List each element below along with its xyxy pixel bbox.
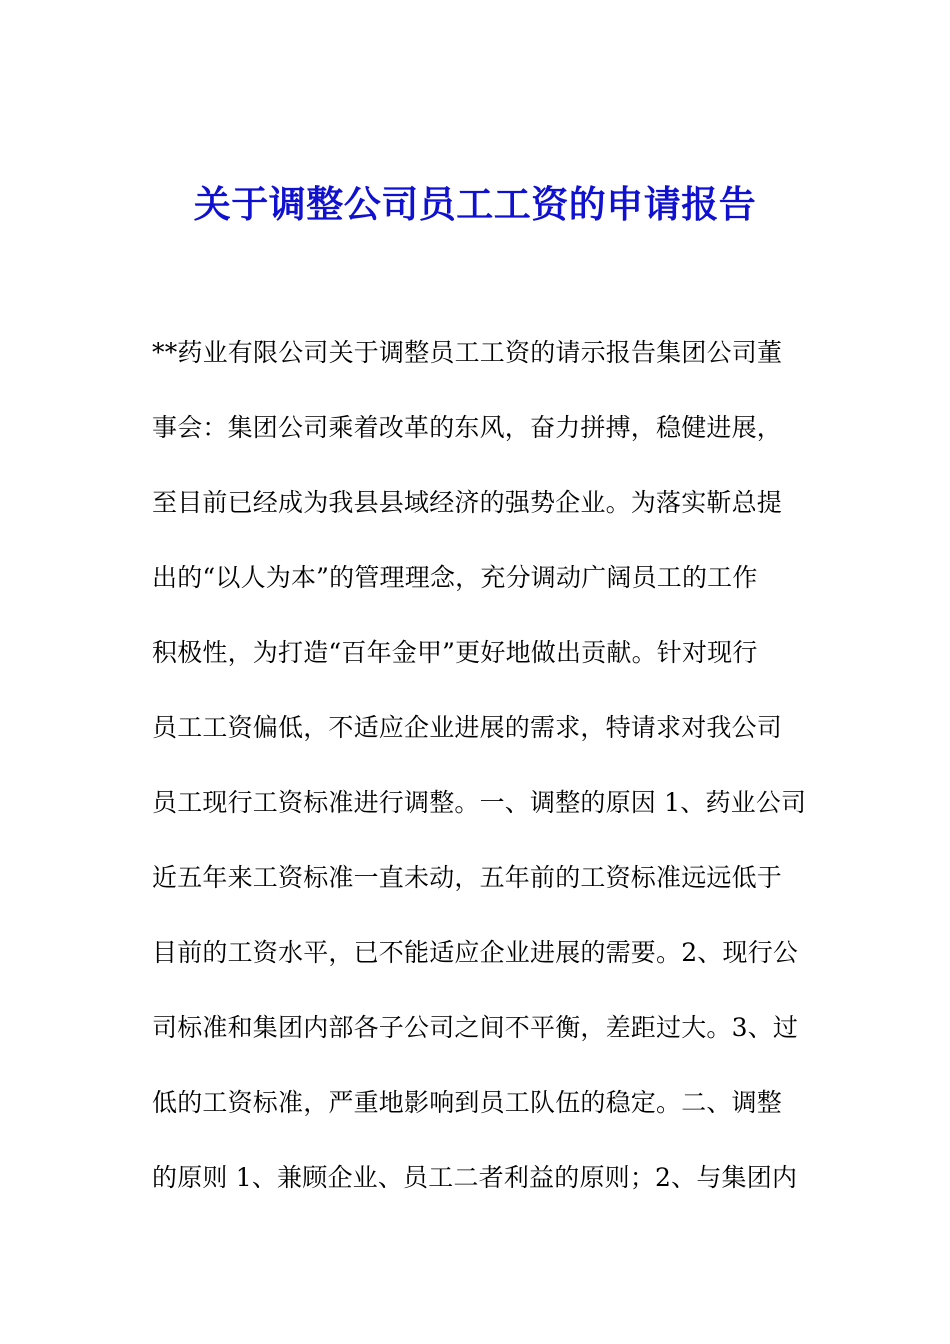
document-body xyxy=(152,328,812,1228)
body-line: 至目前已经成为我县县域经济的强势企业。为落实靳总提 xyxy=(152,488,783,517)
body-line: 目前的工资水平，已不能适应企业进展的需要。2、现行公 xyxy=(152,938,799,967)
body-line: 积极性，为打造“百年金甲”更好地做出贡献。针对现行 xyxy=(152,638,758,667)
body-line: 司标准和集团内部各子公司之间不平衡，差距过大。3、过 xyxy=(152,1013,799,1042)
body-line: 员工工资偏低，不适应企业进展的需求，特请求对我公司 xyxy=(152,713,783,742)
body-line: 员工现行工资标准进行调整。一、调整的原因 1、药业公司 xyxy=(152,788,807,817)
body-line: 的原则 1、兼顾企业、员工二者利益的原则；2、与集团内 xyxy=(152,1163,798,1192)
body-line: 低的工资标准，严重地影响到员工队伍的稳定。二、调整 xyxy=(152,1088,783,1117)
document-title: 关于调整公司员工工资的申请报告 xyxy=(193,182,757,226)
body-line: 事会：集团公司乘着改革的东风，奋力拼搏，稳健进展， xyxy=(152,413,783,442)
body-line: 出的“以人为本”的管理理念，充分调动广阔员工的工作 xyxy=(152,563,758,592)
body-line: 近五年来工资标准一直未动，五年前的工资标准远远低于 xyxy=(152,863,783,892)
body-line: **药业有限公司关于调整员工工资的请示报告集团公司董 xyxy=(152,338,783,367)
